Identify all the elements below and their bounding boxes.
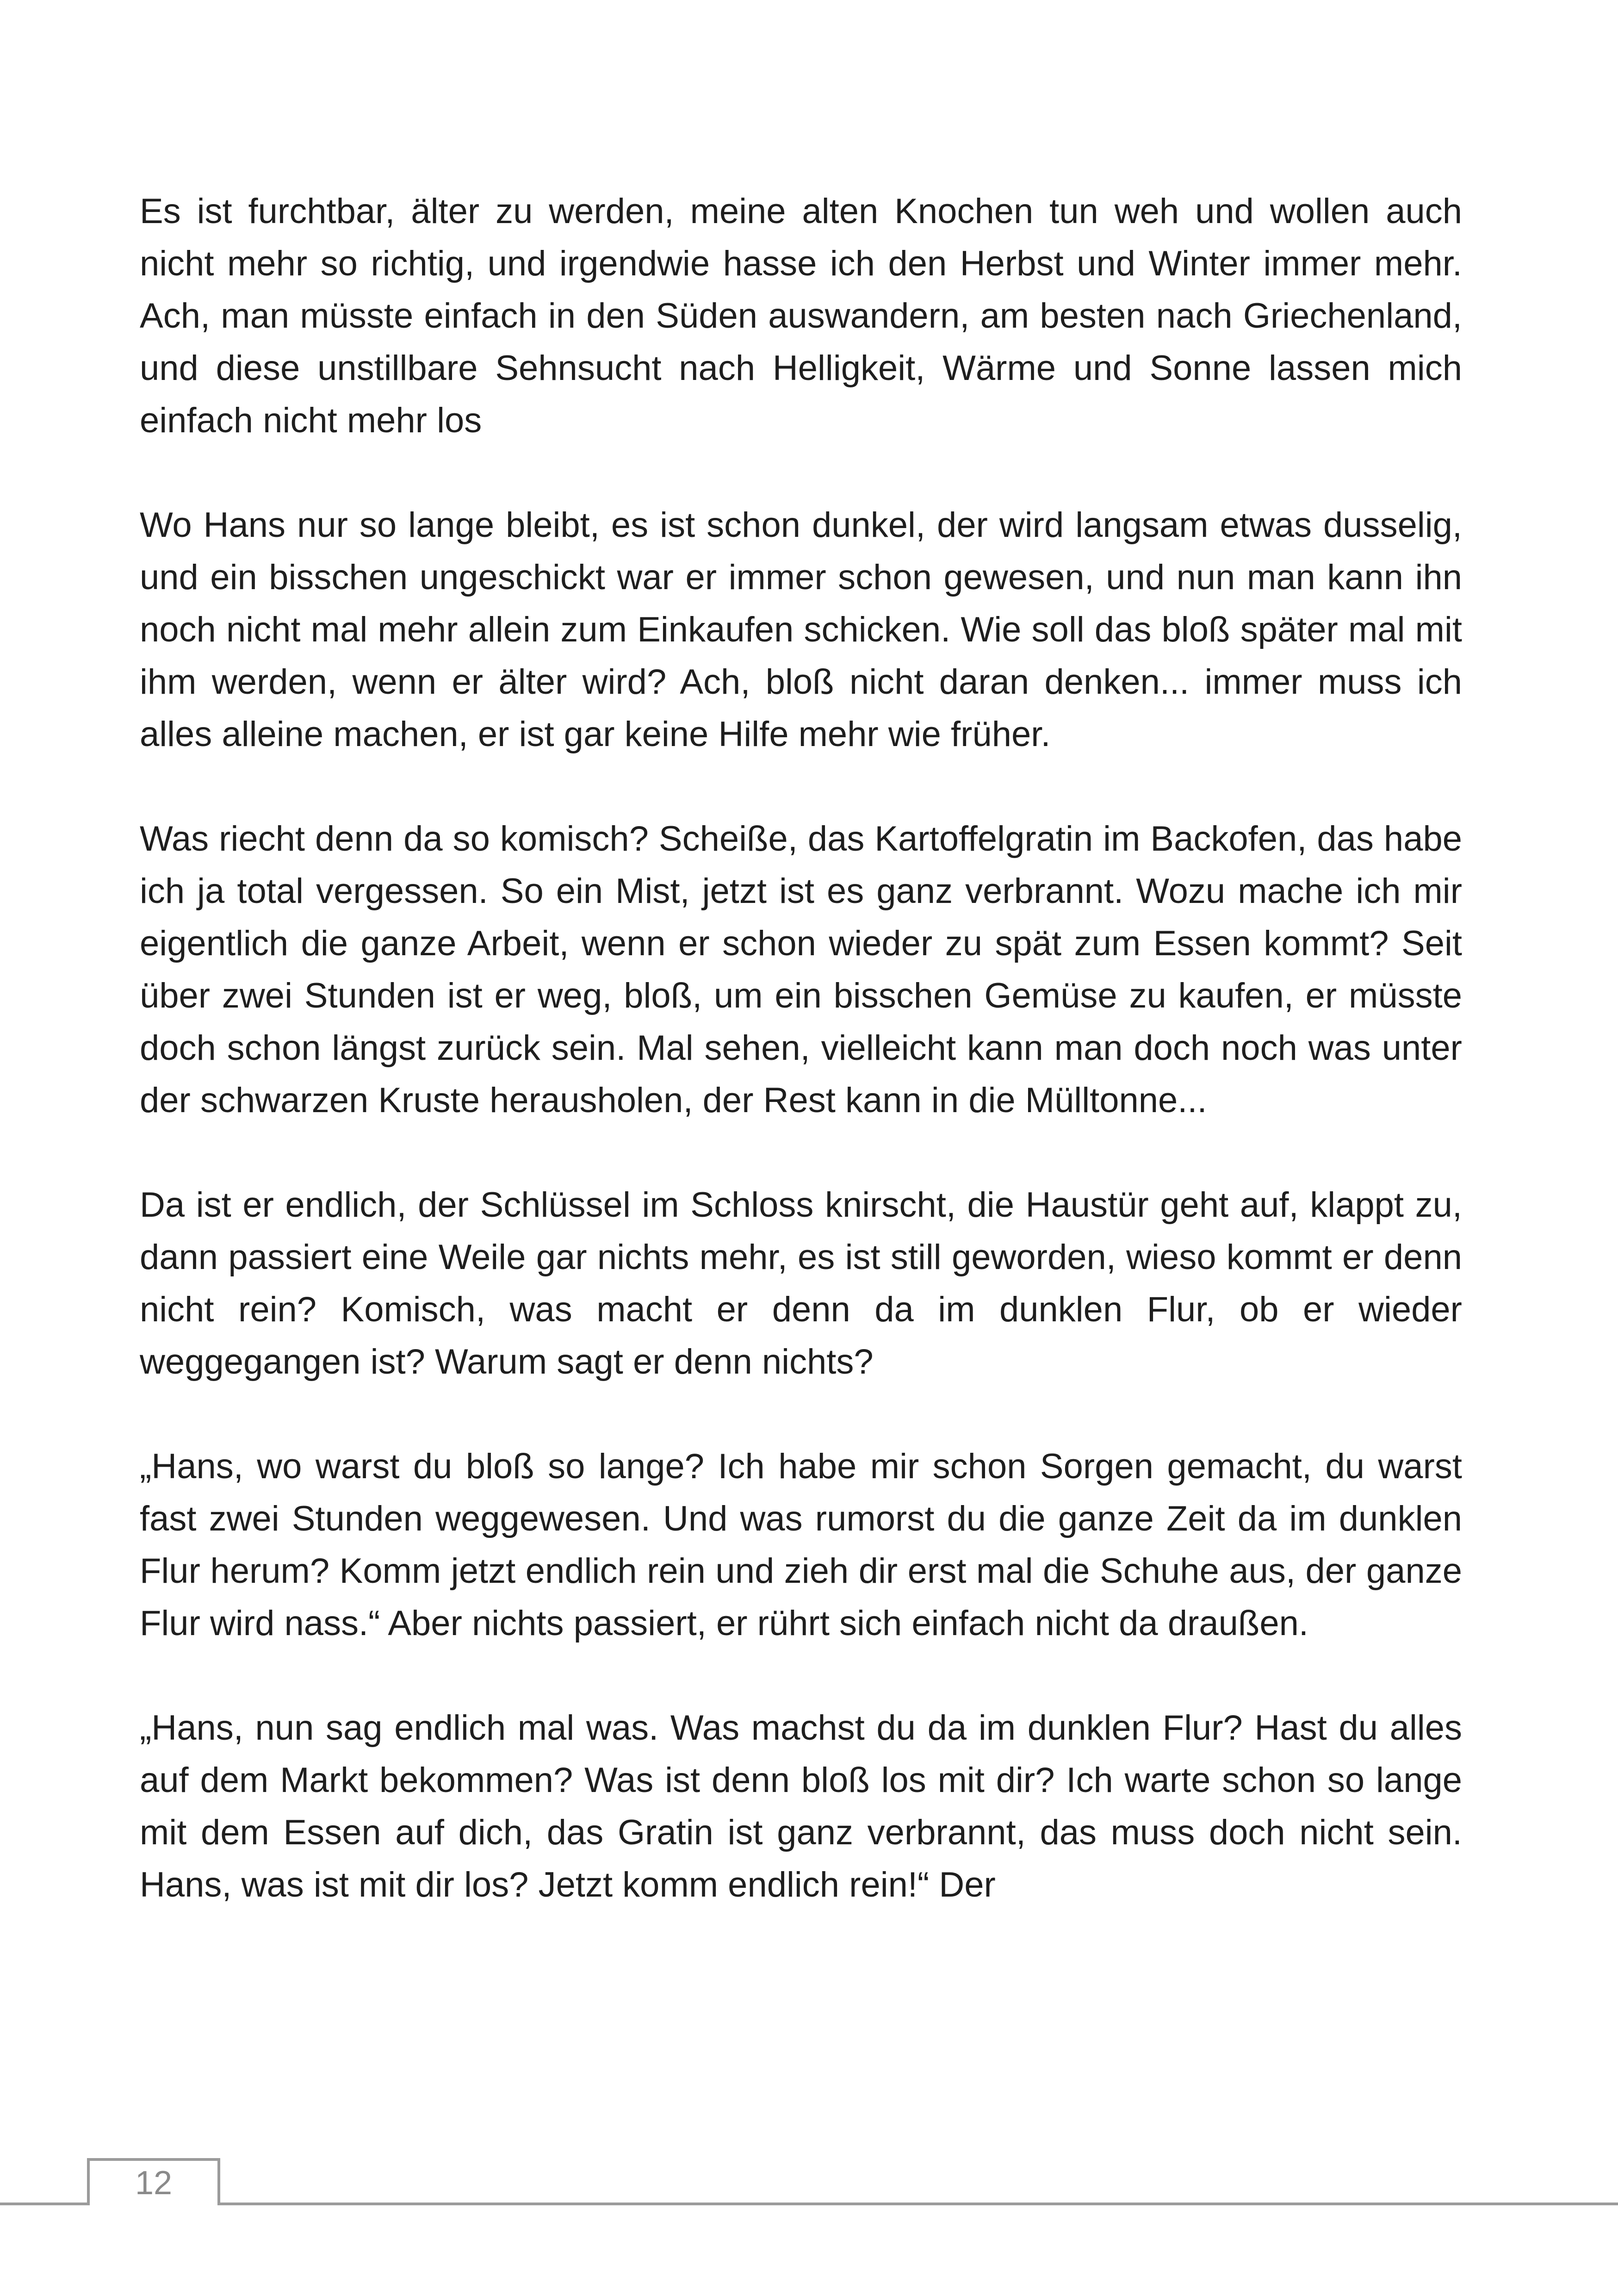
paragraph-3: Was riecht denn da so komisch? Scheiße, das Kartoffelgratin im Backofen, das habe ich ja total vergessen. So ein Mist, jetzt ist es ganz verbrannt. Wozu mache ich mir eigentlich die ganze Arbeit, wenn er schon wieder zu spät zum Essen kommt? Seit über zwei Stunden ist er weg, bloß, um ein bisschen Gemüse zu kaufen, er müsste doch schon längst zurück sein. Mal sehen, vielleicht kann man doch noch was unter der schwarzen Kruste herausholen, der Rest kann in die Mülltonne... [140,819,1462,1120]
paragraph-2: Wo Hans nur so lange bleibt, es ist schon dunkel, der wird langsam etwas dusselig, und ein bisschen ungeschickt war er immer schon gewesen, und nun man kann ihn noch nicht mal mehr allein zum Einkaufen schicken. Wie soll das bloß später mal mit ihm werden, wenn er älter wird? Ach, bloß nicht daran denken... immer muss ich alles alleine machen, er ist gar keine Hilfe mehr wie früher. [140,505,1462,754]
paragraph-1: Es ist furchtbar, älter zu werden, meine alten Knochen tun weh und wollen auch nicht mehr so richtig, und irgendwie hasse ich den Herbst und Winter immer mehr. Ach, man müsste einfach in den Süden auswandern, am besten nach Griechenland, und diese unstillbare Sehnsucht nach Helligkeit, Wärme und Sonne lassen mich einfach nicht mehr los [140,192,1462,440]
body-text [140,185,1462,1963]
footer-rule [0,2203,1618,2205]
page-number: 12 [135,2165,173,2202]
paragraph-4: Da ist er endlich, der Schlüssel im Schloss knirscht, die Haustür geht auf, klappt zu, dann passiert eine Weile gar nichts mehr, es ist still geworden, wieso kommt er denn nicht rein? Komisch, was macht er denn da im dunklen Flur, ob er wieder weggegangen ist? Warum sagt er denn nichts? [140,1185,1462,1381]
paragraph-5: „Hans, wo warst du bloß so lange? Ich habe mir schon Sorgen gemacht, du warst fast zwei Stunden weggewesen. Und was rumorst du die ganze Zeit da im dunklen Flur herum? Komm jetzt endlich rein und zieh dir erst mal die Schuhe aus, der ganze Flur wird nass.“ Aber nichts passiert, er rührt sich einfach nicht da draußen. [140,1447,1462,1643]
paragraph-6: „Hans, nun sag endlich mal was. Was machst du da im dunklen Flur? Hast du alles auf dem Markt bekommen? Was ist denn bloß los mit dir? Ich warte schon so lange mit dem Essen auf dich, das Gratin ist ganz verbrannt, das muss doch nicht sein. Hans, was ist mit dir los? Jetzt komm endlich rein!“ Der [140,1708,1462,1904]
page-number-tab [87,2158,220,2205]
